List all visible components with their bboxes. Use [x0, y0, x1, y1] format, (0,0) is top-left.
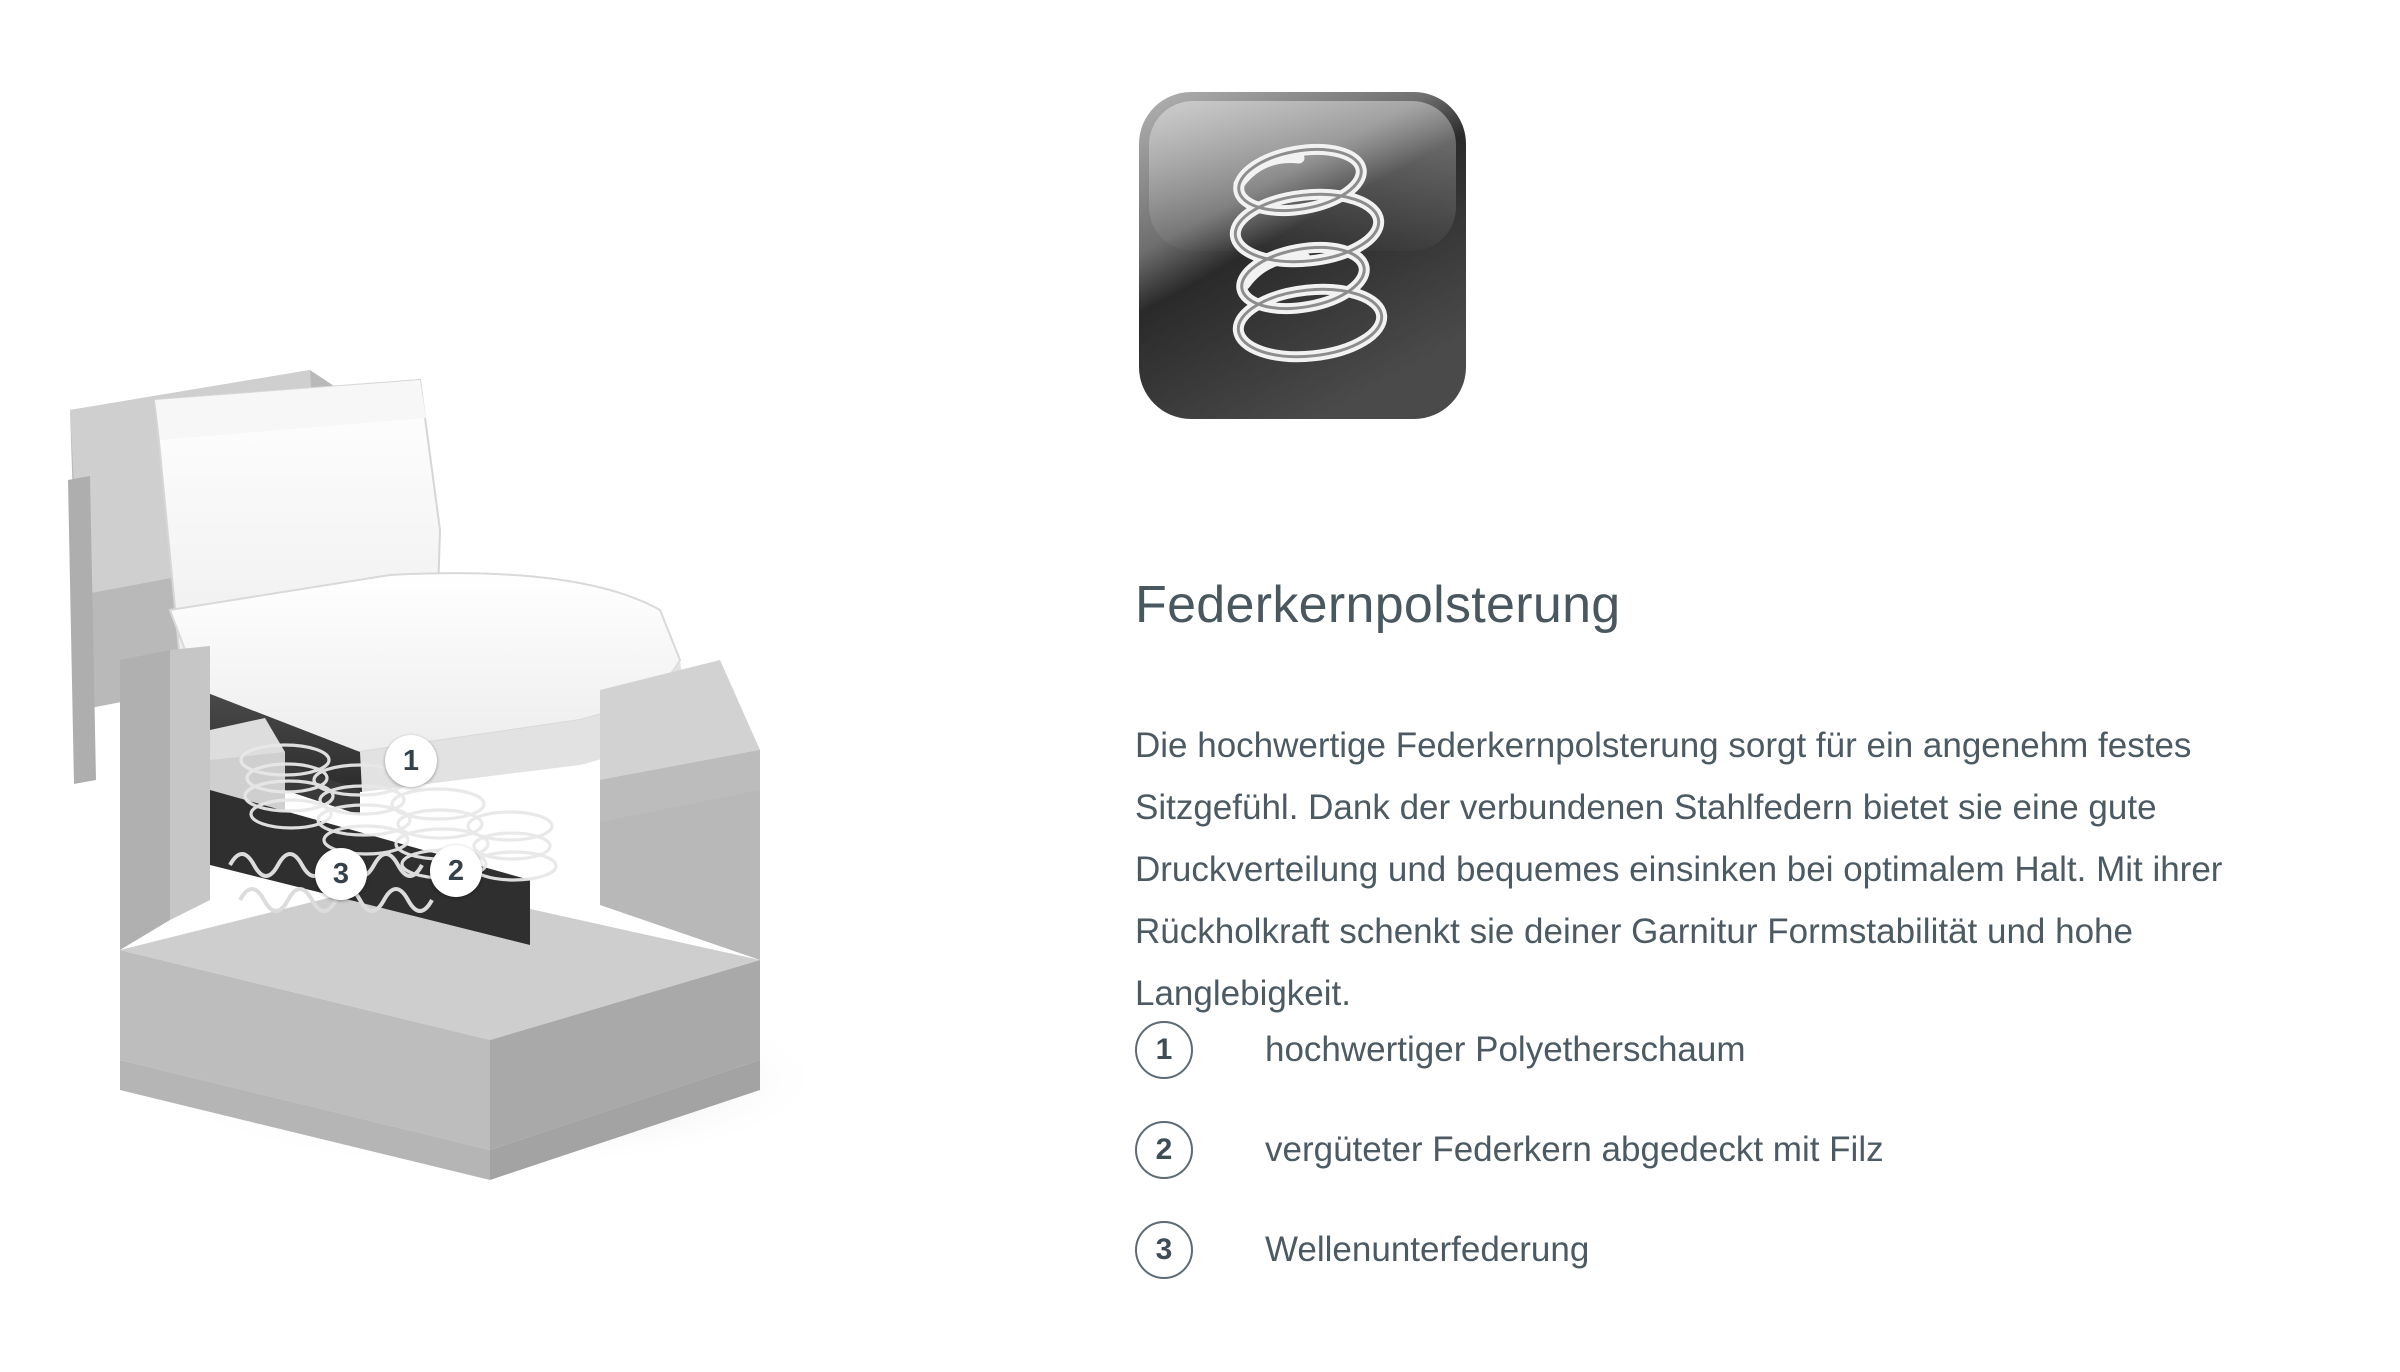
callout-marker-3: 3 [315, 848, 367, 900]
frame-left [120, 650, 170, 950]
list-item [1135, 1200, 2295, 1300]
coil-spring-icon [1135, 88, 1470, 423]
legend-label-1: hochwertiger Polyetherschaum [1265, 1030, 1746, 1069]
frame-left-face [170, 646, 210, 920]
legend-label-3: Wellenunterfederung [1265, 1230, 1590, 1269]
sofa-cutaway-illustration [60, 360, 1060, 1260]
legend-list [1135, 1000, 2295, 1300]
legend-number-2: 2 [1135, 1121, 1193, 1179]
legend-label-2: vergüteter Federkern abgedeckt mit Filz [1265, 1130, 1884, 1169]
page-title: Federkernpolsterung [1135, 575, 1621, 634]
legend-number-3: 3 [1135, 1221, 1193, 1279]
description-paragraph: Die hochwertige Federkernpolsterung sorgt für ein angenehm festes Sitzgefühl. Dank der verbundenen Stahlfedern bietet sie eine gute Druckverteilung und bequemes einsinken bei optimalem Halt. Mit ihrer Rückholkraft schenkt sie deiner Garnitur Formstabilität und hohe Langlebigkeit. [1135, 726, 2223, 1013]
callout-marker-1: 1 [385, 735, 437, 787]
content-column [1135, 0, 2315, 1372]
list-item [1135, 1100, 2295, 1200]
list-item [1135, 1000, 2295, 1100]
legend-number-1: 1 [1135, 1021, 1193, 1079]
callout-marker-2: 2 [430, 845, 482, 897]
